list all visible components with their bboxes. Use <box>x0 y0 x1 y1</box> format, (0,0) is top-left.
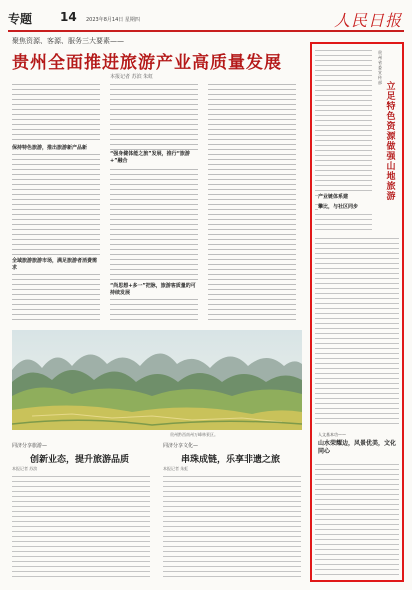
newspaper-logo: 人民日报 <box>333 11 402 30</box>
landscape-photo <box>12 330 302 430</box>
article-headline: 串珠成链，乐享非遗之旅 <box>181 455 281 465</box>
article-author: 本报记者 苏滨 <box>12 466 38 471</box>
text-column <box>208 82 296 322</box>
sidebar-vertical-headline: 立足特色资源 做强山地旅游 <box>386 82 396 202</box>
sidebar-subhead: 攀比，与社区同步 <box>318 204 373 211</box>
page-header <box>8 8 404 32</box>
sidebar-mid-headline: 山水荣耀边，风景优美，文化同心 <box>318 440 397 455</box>
article-text <box>12 474 150 579</box>
article-text <box>163 474 301 579</box>
lower-right-article <box>163 442 301 582</box>
text-column <box>12 82 100 322</box>
sidebar-mid-kicker: 人文基本功—— <box>318 432 346 437</box>
sidebar-subhead: 产业链体系建 <box>318 194 373 201</box>
article-subhead: 保持特色旅游，推出旅游新产品新 <box>12 144 100 153</box>
sidebar-text-block <box>315 236 399 426</box>
issue-date: 2023年8月14日 星期四 <box>86 17 140 23</box>
sidebar-text-block <box>315 462 399 576</box>
lower-left-article <box>12 442 150 582</box>
article-subhead: “强身健体能之旅”发展，推行“旅游+”融合 <box>110 150 198 166</box>
article-subhead: 全域旅游旅游市场，满足旅游者消费需求 <box>12 257 100 273</box>
article-author: 本报记者 朱虹 <box>163 466 189 471</box>
section-label: 专题 <box>8 12 33 26</box>
article-kicker: 同济分享旅游— <box>12 443 48 449</box>
article-subhead: “尚思想+多一”把脉，旅游客质量的可持续发展 <box>110 282 198 298</box>
lead-headline: 贵州全面推进旅游产业高质量发展 <box>12 53 282 73</box>
highlighted-sidebar-article <box>310 42 404 582</box>
sidebar-text-column <box>315 48 372 198</box>
article-headline: 创新业态，提升旅游品质 <box>30 455 130 465</box>
page-number: 14 <box>60 10 77 24</box>
lead-byline: 本报记者 苏滨 朱虹 <box>110 74 154 80</box>
lead-kicker: 聚焦资源、客源、服务三大要素—— <box>12 37 124 45</box>
photo-caption: 贵州黔西南州万峰林景区。 <box>170 432 218 437</box>
article-kicker: 同济分享文化— <box>163 443 199 449</box>
sidebar-vertical-kicker: 贵州省委宣传部 <box>378 50 382 85</box>
lead-article-body <box>12 82 300 322</box>
